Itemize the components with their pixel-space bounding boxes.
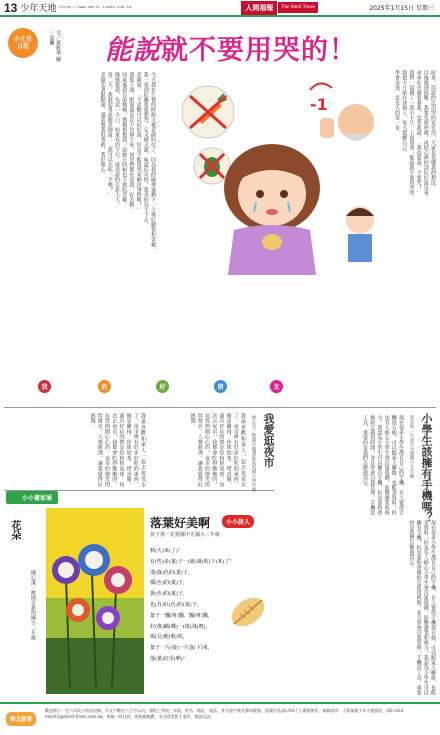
feature-paragraph: 老師說：「不喜歡可以好好說，但是不能用哭來解決事情喔！」 bbox=[135, 72, 142, 212]
boy-shirt bbox=[348, 234, 372, 262]
article-body-night-market: 我最喜歡和家人一起去逛夜市了。夜市裡有好多好吃的東西，像是雞排、珍珠奶茶、烤香腸，還有好玩的撈金魚和射氣球。每次去夜市，我都會吃得飽飽的，玩得開開心心的。夜市的燈光閃閃發亮，人聲鼎沸，讓我覺得好熱鬧。 bbox=[189, 413, 246, 487]
feature-paragraphs bbox=[6, 72, 156, 364]
poem-line: 有(些)多(葉)子一(被)風(吹)下(來)了！ bbox=[150, 558, 235, 565]
newspaper-logo-en: The Merit Times bbox=[277, 2, 318, 13]
art-section-tag: 小小畫家展 bbox=[6, 491, 58, 504]
footer-text: 歡迎國小一至六年級小朋友投稿，作文字數在八百字以內，請附上學校、年級、姓名、地址、電話、身分證字號及郵局帳號。插畫作品請以A4大小畫紙創作。來稿請寄：人間福報少年天地版收，或E-mail：mkart1@merit-times.com.tw。來稿一經刊登，即致贈稿費，未刊登者恕不退件，敬請見諒。 bbox=[45, 708, 407, 719]
feature-paragraph: 媽媽教我，先試一小口，如果真的不行，就用說的告訴大人。 bbox=[113, 72, 120, 207]
poem-line: 也(有)紅(色)的(葉)子， bbox=[150, 601, 202, 608]
feature-paragraph: 我把卡片貼在冰箱上，每天提醒自己。 bbox=[401, 70, 408, 155]
dot-badge: 的 bbox=[98, 380, 111, 393]
poem-line: 葉子一片(接)一片落(下)來， bbox=[150, 645, 213, 652]
feature-paragraph: 弟弟在旁邊看著我，也學我說：「我也要說，不要哭！」 bbox=[415, 70, 422, 195]
feature-paragraph: 第二天，我鼓起勇氣跟老師說：「我可以先吃一半嗎？」 bbox=[106, 72, 113, 197]
article-body-phones-cont: 現在很多小學生都有自己的手機，有人覺得手機很方便，可以跟家人聯絡，也能查資料；但也有人擔心小學生會沉迷遊戲，影響課業和視力。我認為小學生可以擁有手機，但是要和爸媽約定使用時間，並且學會自我管理。手機是工具，重要的是我們怎麼使用它。 bbox=[408, 520, 436, 695]
poem-line: 淺(綠)色的(葉)子， bbox=[150, 569, 193, 576]
footer-tag: 徵文啟事 bbox=[6, 712, 36, 726]
article-author-phones: 張宏昀／台北市永建國小五年級 bbox=[409, 415, 414, 478]
article-body-phones: 現在很多小學生都有自己的手機，有人覺得手機很方便，可以跟家人聯絡，也能查資料；但也有人擔心小學生會沉迷遊戲，影響課業和視力。我認為小學生可以擁有手機，但是要和爸媽約定使用時間，並且學會自我管理。手機是工具，重要的是我們怎麼使用它。 bbox=[361, 415, 404, 515]
feature-paragraph: 老師笑著點點頭，還誇獎我很勇敢，我好開心。 bbox=[99, 72, 106, 177]
flower-painting bbox=[46, 508, 144, 694]
bowl-icon bbox=[262, 234, 282, 250]
dot-badge: 好 bbox=[156, 380, 169, 393]
poem-line: 好(像)蝴(蝶)一(樣)飛(舞)， bbox=[150, 623, 211, 630]
headline-rest: 就不要用哭的！ bbox=[161, 35, 357, 66]
feature-paragraph: 原來，用說的比用哭的更有用，大家也更懂我的想法。 bbox=[430, 70, 436, 190]
dot-badge: 朋 bbox=[214, 380, 227, 393]
feature-paragraph: 今天我在午餐的時候又被老師叫住了，因為我的碗裡還剩下一大堆紅蘿蔔和青椒。 bbox=[150, 72, 156, 252]
poem-line: 葉子一飄(呀)飄、飄(呀)飄， bbox=[150, 612, 213, 619]
poem-line: 橘(色)的(葉)子， bbox=[150, 580, 188, 587]
feature-paragraph: 以後遇到困難，我要先深呼吸，再把心裡的話好好說出來。 bbox=[422, 70, 429, 200]
thumbs-up-icon bbox=[320, 118, 334, 138]
article-title-night-market: 我愛逛夜市 bbox=[262, 413, 275, 468]
arrow-icon bbox=[310, 83, 332, 90]
page-number: 13 bbox=[4, 0, 18, 15]
minus-one-icon: -1 bbox=[310, 95, 328, 114]
newspaper-logo: 人間福報 bbox=[241, 1, 277, 15]
feature-paragraphs bbox=[384, 70, 436, 362]
site-url[interactable]: https://www.merit-times.com.tw bbox=[59, 5, 132, 10]
article-byline: 文／黃筱華 圖／法蘭 bbox=[48, 30, 61, 62]
poem-line: 秋(天)來(了)！ bbox=[150, 548, 183, 554]
girl-eye-left bbox=[256, 190, 264, 198]
issue-date: 2025年1月15日 星期三 bbox=[369, 5, 434, 12]
dot-badge: 我 bbox=[38, 380, 51, 393]
girl-eye-right bbox=[280, 190, 288, 198]
poem-author: 黃子睿／花蓮縣中正國小三年級 bbox=[150, 532, 221, 538]
section-name: 少年天地 bbox=[20, 4, 57, 14]
girl-mouth bbox=[266, 209, 278, 215]
feature-paragraph: 學會表達，是長大的第一步。 bbox=[393, 70, 400, 135]
page-footer bbox=[0, 702, 440, 735]
feature-paragraph: 我們一起做了一張小卡片，上面寫著：能說就不要用哭的。 bbox=[408, 70, 415, 200]
badge-line1: 小士豆 bbox=[13, 35, 32, 43]
article-author-night-market: 林芷宜／桃園市龍潭區高原國小四年級 bbox=[251, 415, 256, 492]
art-caption: 陳心潔／桃園市新明國小二年級 bbox=[30, 570, 36, 640]
teacher-beard bbox=[344, 134, 368, 141]
poem-line: 黃(色)的(葉)子， bbox=[150, 591, 188, 598]
headline-accent: 能說 bbox=[105, 35, 161, 66]
leaf-icon bbox=[226, 590, 270, 634]
section-divider bbox=[4, 407, 436, 408]
column-badge bbox=[8, 28, 38, 58]
article-headline bbox=[105, 28, 357, 67]
feature-paragraph: 我一看到紅蘿蔔就想哭，它又硬又甜，味道好奇怪，我真的吞不下去。 bbox=[142, 72, 149, 227]
decorative-dot-row bbox=[18, 370, 318, 406]
feature-paragraph: 我低下頭，眼淚還是忍不住掉下來，同學們都在看我，好丟臉。 bbox=[128, 72, 135, 212]
boy-hair bbox=[346, 208, 374, 216]
poem-tag: 小小詩人 bbox=[222, 515, 254, 528]
poem-line: 落(葉)好美(啊)！ bbox=[150, 655, 188, 662]
feature-paragraph: 回家後我告訴媽媽，媽媽抱抱我，說她小時候也不敢吃青椒。 bbox=[121, 72, 128, 207]
article-title-phones: 小學生該擁有手機嗎？ bbox=[420, 413, 433, 523]
article-body-night-market-cont: 我最喜歡和家人一起去逛夜市了。夜市裡有好多好吃的東西，像是雞排、珍珠奶茶、烤香腸，還有好玩的撈金魚和射氣球。每次去夜市，我都會吃得飽飽的，玩得開開心心的。夜市的燈光閃閃發亮，人聲鼎沸，讓我覺得好熱鬧。 bbox=[89, 413, 146, 487]
poem-title: 落葉好美啊 bbox=[150, 516, 211, 530]
dot-badge: 友 bbox=[270, 380, 283, 393]
badge-line2: 日記 bbox=[16, 43, 29, 50]
poem-line: 風(兒)輕(輕)吹， bbox=[150, 634, 188, 641]
girl-crying-illustration bbox=[160, 70, 382, 275]
page-header bbox=[0, 0, 440, 17]
art-title: 花朵 bbox=[9, 520, 20, 540]
